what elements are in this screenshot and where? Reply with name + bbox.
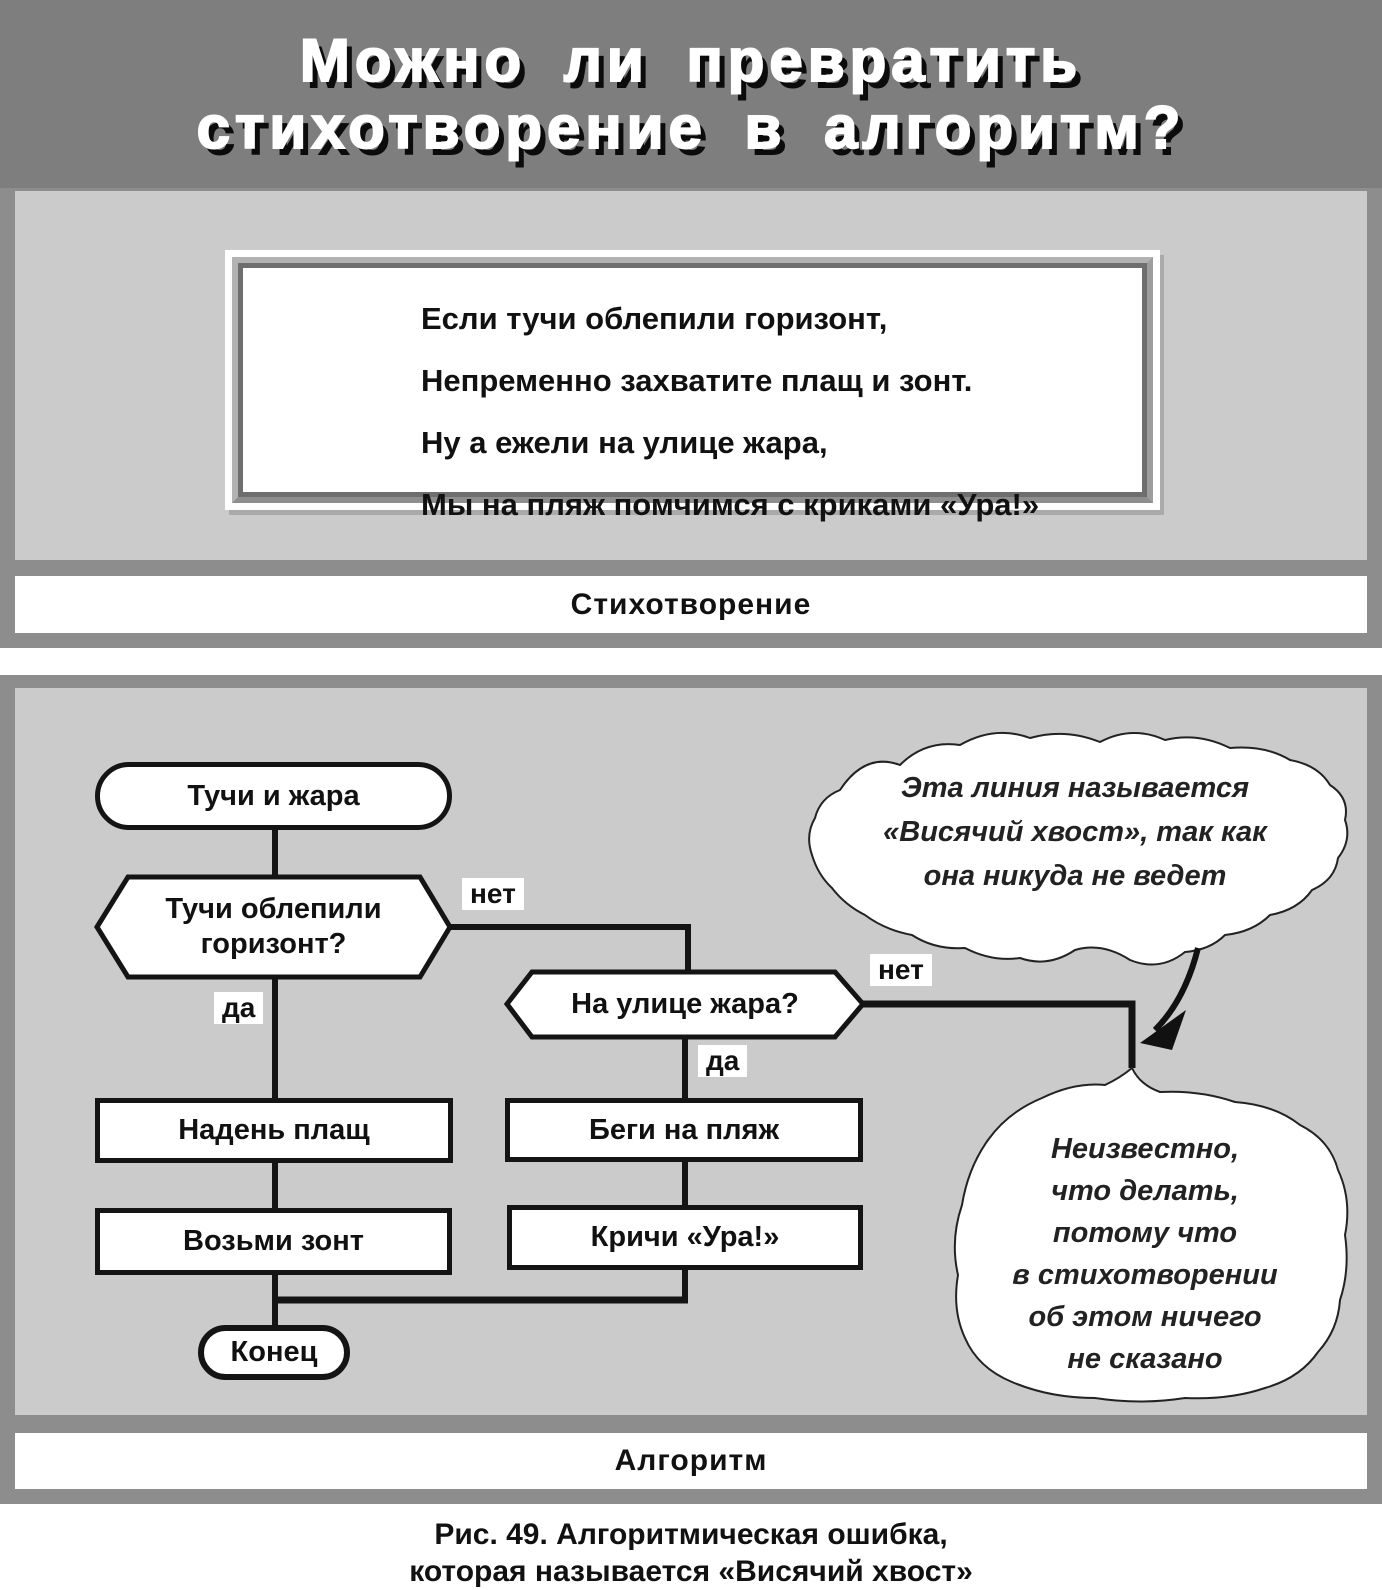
figure-caption xyxy=(0,1516,1382,1590)
callout-line: Эта линия называется xyxy=(900,772,1250,804)
callout-line: в стихотворении xyxy=(1012,1259,1278,1291)
flowchart-start-terminator: Тучи и жара xyxy=(95,762,452,830)
page-title-line-2: стихотворение в алгоритм? xyxy=(196,94,1186,161)
callout-line: об этом ничего xyxy=(1028,1301,1262,1333)
branch-label-yes-2: да xyxy=(698,1045,747,1077)
flowchart-box-beach: Беги на пляж xyxy=(505,1098,863,1162)
callout-arrow-head-icon xyxy=(1140,1010,1186,1050)
callout-line: она никуда не ведет xyxy=(923,860,1227,892)
branch-label-no-2: нет xyxy=(870,954,932,986)
poem-section-label: Стихотворение xyxy=(570,587,812,621)
figure-caption-line2: которая называется «Висячий хвост» xyxy=(409,1555,973,1588)
decision1-label-line2: горизонт? xyxy=(200,928,347,960)
branch-label-no-1: нет xyxy=(462,878,524,910)
decision1-label xyxy=(97,877,450,977)
page-title-line-1: Можно ли превратить xyxy=(299,27,1083,94)
poem-line: Непременно захватите плащ и зонт. xyxy=(421,363,973,398)
callout-line: «Висячий хвост», так как xyxy=(883,816,1267,848)
flowchart-box-coat: Надень плащ xyxy=(95,1098,453,1163)
callout-line: потому что xyxy=(1052,1217,1238,1249)
poem-line: Если тучи облепили горизонт, xyxy=(421,301,888,336)
decision2-label: На улице жара? xyxy=(571,988,799,1020)
unknown-callout-text xyxy=(975,1128,1315,1380)
poem-line: Мы на пляж помчимся с криками «Ура!» xyxy=(421,487,1040,522)
poem-line: Ну а ежели на улице жара, xyxy=(421,425,828,460)
figure-caption-line1: Рис. 49. Алгоритмическая ошибка, xyxy=(434,1518,948,1551)
algorithm-section-label-bar xyxy=(15,1433,1367,1489)
callout-line: не сказано xyxy=(1067,1343,1223,1375)
algorithm-section-label: Алгоритм xyxy=(614,1444,768,1477)
connector-hanging-tail xyxy=(863,1004,1132,1068)
branch-label-yes-1: да xyxy=(214,992,263,1024)
hanging-tail-callout-text xyxy=(820,766,1330,898)
callout-line: Неизвестно, xyxy=(1050,1133,1240,1165)
decision1-label-line1: Тучи облепили xyxy=(165,893,382,925)
flowchart-box-umbrella: Возьми зонт xyxy=(95,1208,452,1275)
flowchart-box-shout: Кричи «Ура!» xyxy=(507,1205,863,1270)
flowchart-end-terminator: Конец xyxy=(198,1325,350,1380)
callout-line: что делать, xyxy=(1051,1175,1239,1207)
